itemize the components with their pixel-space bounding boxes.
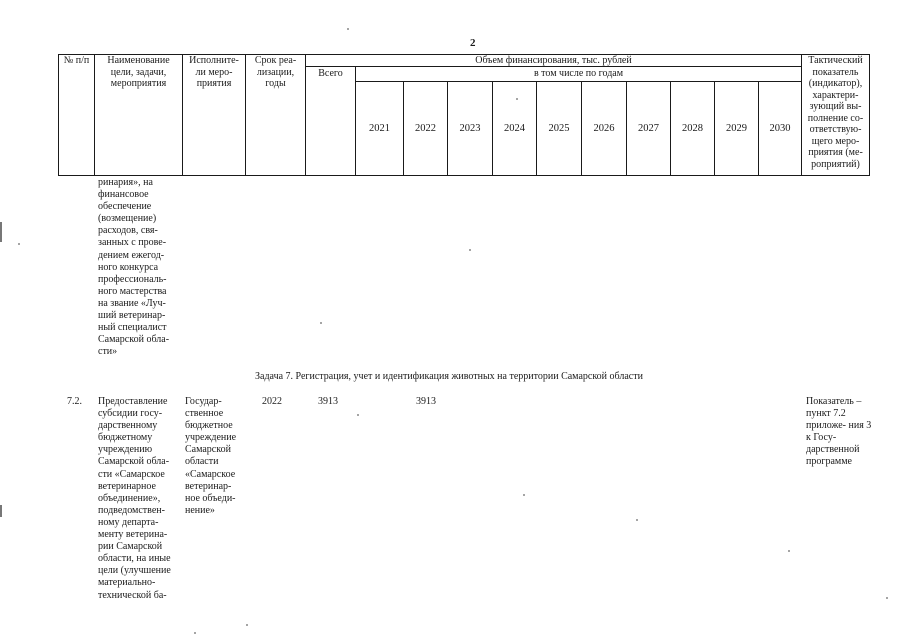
row-year-2021: 3913 xyxy=(416,396,436,407)
year-2022: 2022 xyxy=(415,123,436,134)
scan-speck xyxy=(18,243,20,245)
vrule xyxy=(869,54,870,176)
year-2030: 2030 xyxy=(769,123,791,134)
year-2023: 2023 xyxy=(459,123,481,134)
header-name: Наименование цели, задачи, мероприятия xyxy=(107,55,170,89)
vrule xyxy=(355,66,356,176)
scan-speck xyxy=(788,550,790,552)
year-2026: 2026 xyxy=(593,123,615,134)
task-heading: Задача 7. Регистрация, учет и идентификация животных на территории Самарской области xyxy=(255,371,643,382)
header-indicator: Тактический показатель (индикатор), характери- зующий вы- полнение со- ответствую- щего меро- приятия (ме- роприятий) xyxy=(807,55,864,170)
scan-speck xyxy=(523,494,525,496)
year-2029: 2029 xyxy=(726,123,747,134)
header-by-years: в том числе по годам xyxy=(533,68,624,79)
continuation-cell-name: ринария», на финансовое обеспечение (возмещение) расходов, свя- занных с прове- дением ежегод- ного конкурса профессиональ- ного мастерства на звание «Луч- ший ветеринар- ный специалист Самарской обла- сти» xyxy=(98,177,170,358)
scan-speck xyxy=(886,597,888,599)
year-2025: 2025 xyxy=(548,123,570,134)
header-bottom-rule xyxy=(58,175,870,176)
scan-speck xyxy=(347,28,349,30)
scan-speck xyxy=(516,98,518,100)
scan-speck xyxy=(469,249,471,251)
table-header xyxy=(58,54,870,176)
header-funding: Объем финансирования, тыс. рублей xyxy=(475,55,632,66)
row-indicator: Показатель – пункт 7.2 приложе- ния 3 к Госу- дарственной программе xyxy=(806,396,872,468)
header-num: № п/п xyxy=(63,55,90,66)
scan-speck xyxy=(246,624,248,626)
scan-speck xyxy=(320,322,322,324)
scan-edge-mark xyxy=(0,222,2,242)
row-number: 7.2. xyxy=(67,396,82,407)
header-executor: Исполните- ли меро- приятия xyxy=(189,55,239,89)
scan-edge-mark xyxy=(0,505,2,517)
year-2027: 2027 xyxy=(638,123,659,134)
years-subheader-rule xyxy=(355,81,801,82)
year-2028: 2028 xyxy=(682,123,703,134)
scan-speck xyxy=(636,519,638,521)
header-total: Всего xyxy=(318,68,343,79)
row-name: Предоставление субсидии госу- дарственному бюджетному учреждению Самарской обла- сти «Самарское ветеринарное объединение», подведомствен- ному департа- менту ветерина- рии Самарской области, на иные цели (улучшение материально- технической ба- xyxy=(98,396,171,601)
scan-speck xyxy=(194,632,196,634)
year-2024: 2024 xyxy=(504,123,525,134)
year-2021: 2021 xyxy=(369,123,390,134)
vrule xyxy=(58,54,59,176)
scan-speck xyxy=(357,414,359,416)
row-period: 2022 xyxy=(262,396,282,407)
page-number: 2 xyxy=(470,37,476,49)
header-period: Срок реа- лизации, годы xyxy=(254,55,297,89)
row-total: 3913 xyxy=(318,396,338,407)
row-executor: Государ- ственное бюджетное учреждение Самарской области «Самарское ветеринар- ное объеди- нение» xyxy=(185,396,237,516)
